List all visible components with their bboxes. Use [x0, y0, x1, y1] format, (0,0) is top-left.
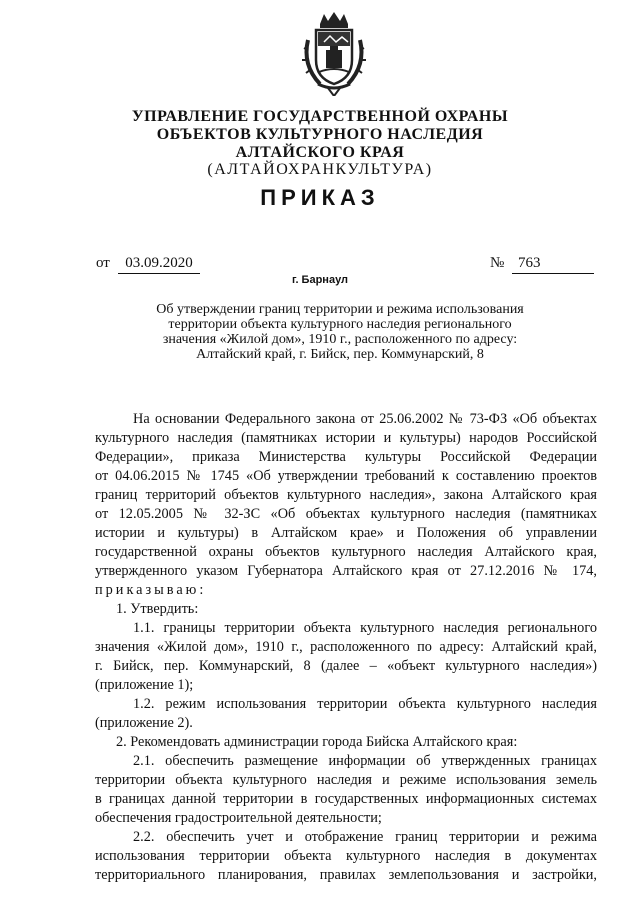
agency-short-name: (АЛТАЙОХРАНКУЛЬТУРА) [207, 161, 433, 178]
body-line: приказываю: [95, 582, 207, 598]
subject-line: Алтайский край, г. Бийск, пер. Коммунарский, 8 [196, 347, 484, 362]
body-line: утвержденного указом Губернатора Алтайского края от 27.12.2016 № 174, [95, 563, 597, 579]
body-line: государственной охраны объектов культурного наследия Алтайского края, [95, 544, 597, 560]
body-line: 1.1. границы территории объекта культурного наследия регионального [133, 620, 597, 636]
agency-name-line-2: ОБЪЕКТОВ КУЛЬТУРНОГО НАСЛЕДИЯ [156, 126, 484, 143]
subject-line: территории объекта культурного наследия регионального [168, 317, 512, 332]
body-line: 2.1. обеспечить размещение информации об утвержденных границах [133, 753, 597, 769]
body-line: (приложение 1); [95, 677, 194, 693]
body-line: На основании Федерального закона от 25.06.2002 № 73-ФЗ «Об объектах [133, 411, 597, 427]
body-line: границ территорий объектов культурного наследия», закона Алтайского края [95, 487, 597, 503]
body-line: от 12.05.2005 № 32-ЗС «Об объектах культурного наследия (памятниках [95, 506, 597, 522]
body-line: культурного наследия (памятниках истории и культуры) народов Российской [95, 430, 597, 446]
coat-of-arms-emblem [294, 10, 374, 96]
body-line: от 04.06.2015 № 1745 «Об утверждении требований к составлению проектов [95, 468, 597, 484]
body-line: 2.2. обеспечить учет и отображение границ территории и режима [133, 829, 597, 845]
document-type-title: ПРИКАЗ [260, 185, 380, 210]
body-line: использования территории объекта культурного наследия в документах [95, 848, 597, 864]
document-date: 03.09.2020 [118, 255, 200, 274]
body-line: Федерации», приказа Министерства культуры Российской Федерации [95, 449, 597, 465]
body-line: 2. Рекомендовать администрации города Бийска Алтайского края: [116, 734, 518, 750]
body-line: (приложение 2). [95, 715, 193, 731]
altai-krai-coat-of-arms-icon [294, 10, 374, 96]
body-line: в границах данной территории в государственных информационных системах [95, 791, 597, 807]
number-label: № [490, 255, 505, 271]
body-line: 1. Утвердить: [116, 601, 199, 617]
body-line: г. Бийск, пер. Коммунарский, 8 (далее – «объект культурного наследия») [95, 658, 597, 674]
body-line: истории и культуры) в Алтайском крае» и Положения об управлении [95, 525, 597, 541]
subject-line: Об утверждении границ территории и режима использования [156, 302, 524, 317]
body-line: значения «Жилой дом», 1910 г., расположенного по адресу: Алтайский край, [95, 639, 597, 655]
date-label: от [96, 255, 110, 271]
body-line: 1.2. режим использования территории объекта культурного наследия [133, 696, 597, 712]
body-line: обеспечения градостроительной деятельности; [95, 810, 382, 826]
body-line: территории объекта культурного наследия и режиме использования земель [95, 772, 597, 788]
body-line: территориального планирования, правилах землепользования и застройки, [95, 867, 597, 883]
agency-name-line-1: УПРАВЛЕНИЕ ГОСУДАРСТВЕННОЙ ОХРАНЫ [131, 108, 509, 125]
subject-line: значения «Жилой дом», 1910 г., расположенного по адресу: [162, 332, 518, 347]
city: г. Барнаул [291, 274, 349, 286]
agency-name-line-3: АЛТАЙСКОГО КРАЯ [235, 144, 405, 161]
document-number: 763 [512, 255, 594, 274]
